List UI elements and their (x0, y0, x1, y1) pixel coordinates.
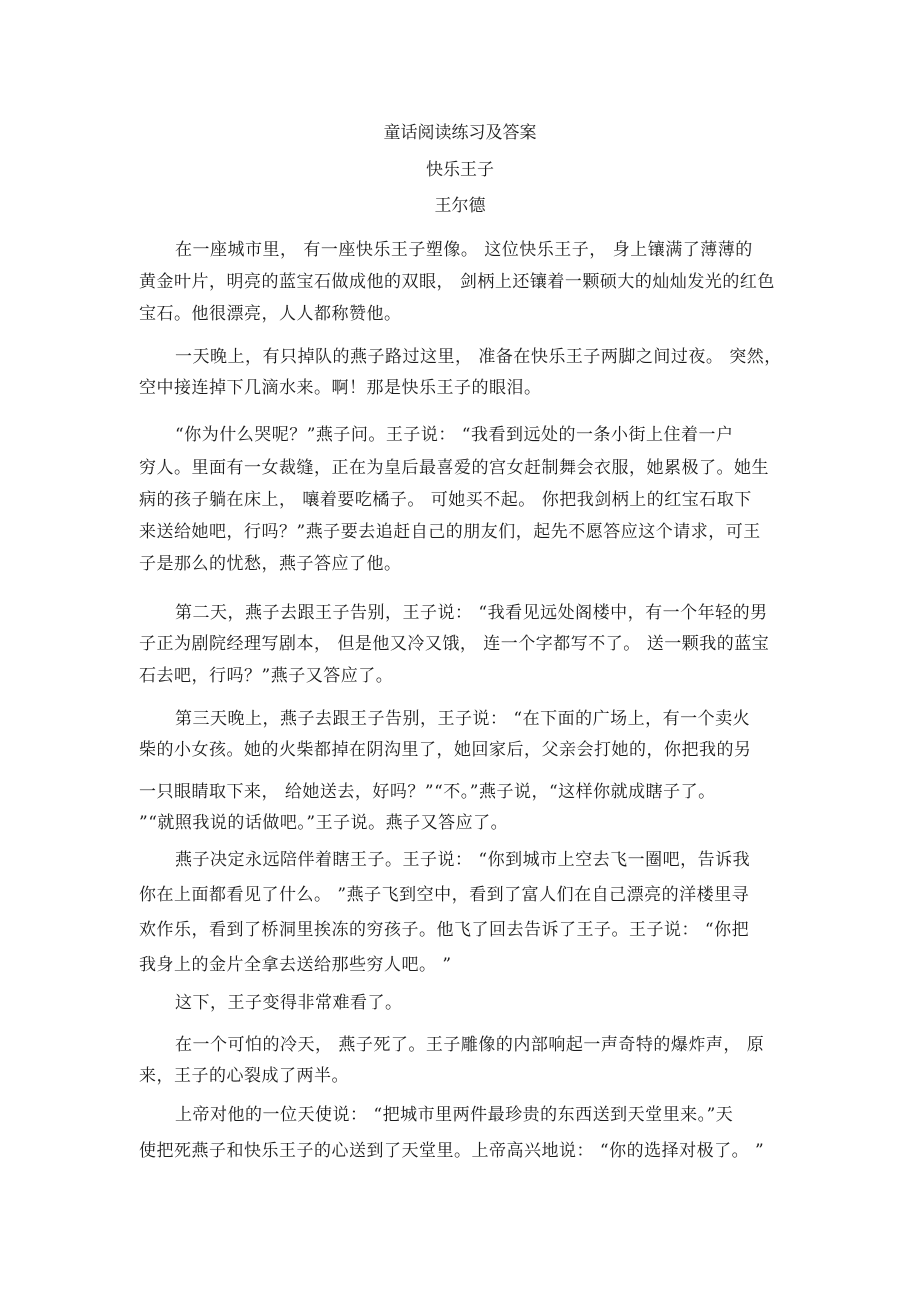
paragraph-line: 穷人。里面有一女裁缝，正在为皇后最喜爱的宫女赶制舞会衣服，她累极了。她生 (139, 458, 769, 478)
paragraph-line: 在一座城市里， 有一座快乐王子塑像。 这位快乐王子， 身上镶满了薄薄的 (175, 240, 753, 260)
paragraph-line: 第三天晚上，燕子去跟王子告别，王子说： “在下面的广场上，有一个卖火 (175, 709, 751, 729)
paragraph-line: 这下，王子变得非常难看了。 (175, 993, 403, 1013)
paragraph-line: 子是那么的忧愁，燕子答应了他。 (139, 554, 402, 574)
paragraph-line: 子正为剧院经理写剧本， 但是他又冷又饿， 连一个字都写不了。 送一颗我的蓝宝 (139, 634, 770, 654)
paragraph-line: 使把死燕子和快乐王子的心送到了天堂里。上帝高兴地说： “你的选择对极了。 ” (139, 1141, 765, 1161)
paragraph-line: 一只眼睛取下来， 给她送去，好吗？”“不。”燕子说，“这样你就成瞎子了。 (139, 782, 716, 802)
paragraph-line: 石去吧，行吗？”燕子又答应了。 (139, 666, 394, 686)
document-title: 童话阅读练习及答案 (383, 123, 537, 143)
paragraph-line: ”“就照我说的话做吧。”王子说。燕子又答应了。 (139, 813, 509, 833)
paragraph-line: 来送给她吧，行吗？”燕子要去追赶自己的朋友们，起先不愿答应这个请求，可王 (139, 522, 761, 542)
story-title: 快乐王子 (426, 160, 494, 180)
author-name: 王尔德 (434, 196, 486, 216)
paragraph-line: 在一个可怕的冷天， 燕子死了。王子雕像的内部响起一声奇特的爆炸声， 原 (175, 1035, 765, 1055)
paragraph-line: 燕子决定永远陪伴着瞎王子。王子说： “你到城市上空去飞一圈吧，告诉我 (175, 850, 751, 870)
paragraph-line: 第二天，燕子去跟王子告别，王子说： “我看见远处阁楼中，有一个年轻的男 (175, 603, 768, 623)
paragraph-line: 上帝对他的一位天使说： “把城市里两件最珍贵的东西送到天堂里来。”天 (175, 1105, 734, 1125)
paragraph-line: 宝石。他很漂亮，人人都称赞他。 (139, 304, 402, 324)
paragraph-line: 来，王子的心裂成了两半。 (139, 1066, 349, 1086)
paragraph-line: 空中接连掉下几滴水来。啊！那是快乐王子的眼泪。 (139, 378, 542, 398)
paragraph-line: 柴的小女孩。她的火柴都掉在阴沟里了，她回家后，父亲会打她的，你把我的另 (139, 740, 752, 760)
paragraph-line: 你在上面都看见了什么。 ”燕子飞到空中，看到了富人们在自己漂亮的洋楼里寻 (139, 885, 750, 905)
paragraph-line: 黄金叶片，明亮的蓝宝石做成他的双眼， 剑柄上还镶着一颗硕大的灿灿发光的红色 (139, 272, 775, 292)
paragraph-line: 欢作乐，看到了桥洞里挨冻的穷孩子。他飞了回去告诉了王子。王子说： “你把 (139, 920, 750, 940)
paragraph-line: 我身上的金片全拿去送给那些穷人吧。 ” (139, 955, 452, 975)
paragraph-line: 一天晚上，有只掉队的燕子路过这里， 准备在快乐王子两脚之间过夜。 突然， (175, 347, 782, 367)
paragraph-line: “你为什么哭呢？”燕子问。王子说： “我看到远处的一条小街上住着一户 (175, 425, 734, 445)
paragraph-line: 病的孩子躺在床上， 嚷着要吃橘子。 可她买不起。 你把我剑柄上的红宝石取下 (139, 490, 752, 510)
